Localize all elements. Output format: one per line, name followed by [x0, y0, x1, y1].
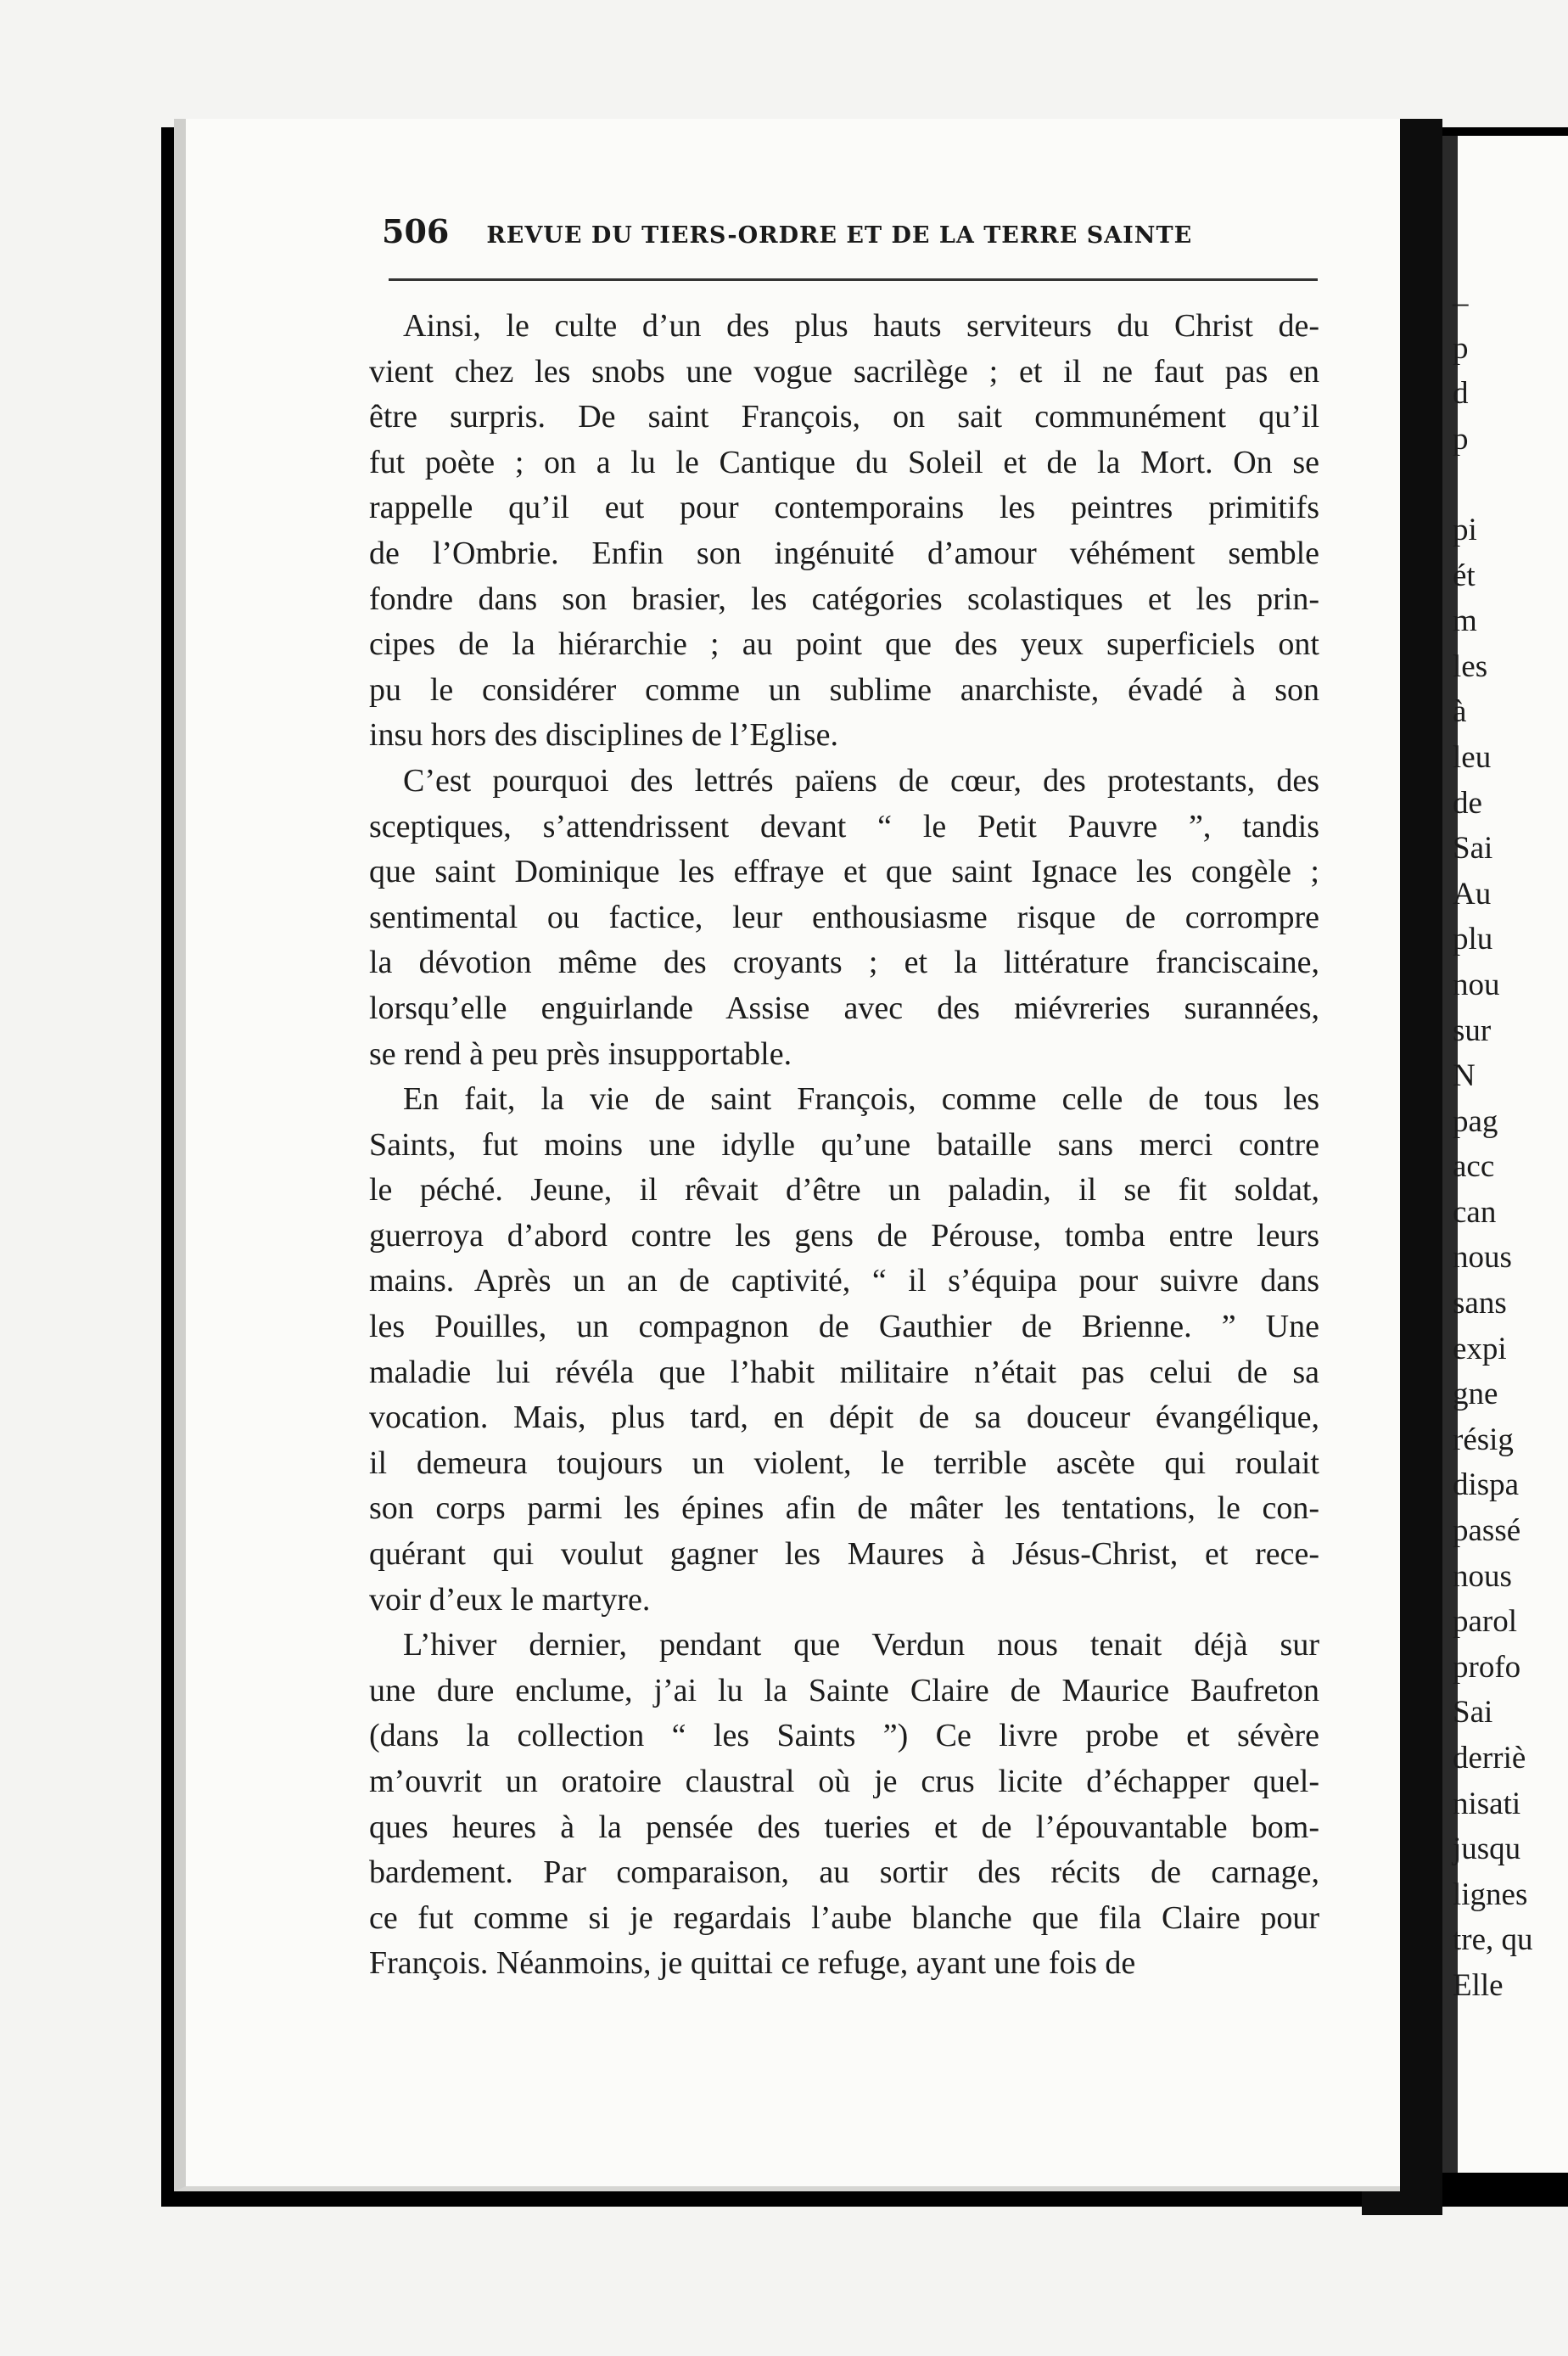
text-line: C’est pourquoi des lettrés païens de cœur, des protestants, des	[403, 762, 1319, 799]
running-head	[382, 212, 1319, 255]
facing-line-fragment: pi	[1453, 512, 1477, 547]
facing-line-fragment: profo	[1453, 1649, 1521, 1685]
text-line: le péché. Jeune, il rêvait d’être un paladin, il se fit soldat,	[369, 1172, 1319, 1209]
facing-line-fragment: leu	[1453, 739, 1492, 775]
facing-line-fragment: –	[1453, 285, 1469, 320]
text-line: lorsqu’elle enguirlande Assise avec des miévreries surannées,	[369, 990, 1319, 1026]
facing-line-fragment: jusqu	[1453, 1832, 1521, 1867]
facing-line-fragment: sur	[1453, 1013, 1492, 1048]
facing-line-fragment: dispa	[1453, 1467, 1520, 1503]
text-line: Saints, fut moins une idylle qu’une bataille sans merci contre	[369, 1126, 1319, 1163]
paragraph	[369, 304, 1319, 759]
facing-line-fragment: tre, qu	[1453, 1922, 1533, 1958]
paragraph	[369, 1623, 1319, 1987]
scan-background-top	[0, 0, 1568, 127]
facing-line-fragment: nous	[1453, 1558, 1512, 1594]
facing-line-fragment: de	[1453, 785, 1482, 821]
facing-line-fragment: nisati	[1453, 1786, 1521, 1821]
scan-background-bottom	[0, 2207, 1568, 2356]
page-number: 506	[382, 212, 450, 250]
text-line: les Pouilles, un compagnon de Gauthier de Brienne. ” Une	[369, 1309, 1319, 1345]
text-line: guerroya d’abord contre les gens de Pérouse, tomba entre leurs	[369, 1217, 1319, 1254]
facing-line-fragment: expi	[1453, 1331, 1507, 1366]
facing-line-fragment: d	[1453, 376, 1469, 412]
text-line: maladie lui révéla que l’habit militaire n’était pas celui de sa	[369, 1354, 1319, 1390]
text-line: quérant qui voulut gagner les Maures à Jésus-Christ, et rece-	[369, 1536, 1319, 1573]
text-line: être surpris. De saint François, on sait communément qu’il	[369, 399, 1319, 435]
header-rule	[389, 278, 1318, 281]
text-line: voir d’eux le martyre.	[369, 1581, 651, 1618]
facing-line-fragment: can	[1453, 1194, 1497, 1230]
text-line: fut poète ; on a lu le Cantique du Soleil et de la Mort. On se	[369, 444, 1319, 480]
facing-line-fragment: gne	[1453, 1377, 1498, 1412]
text-line: il demeura toujours un violent, le terrible ascète qui roulait	[369, 1444, 1319, 1481]
text-line: son corps parmi les épines afin de mâter les tentations, le con-	[369, 1490, 1319, 1527]
text-line: de l’Ombrie. Enfin son ingénuité d’amour véhément semble	[369, 535, 1319, 571]
text-line: m’ouvrit un oratoire claustral où je crus licite d’échapper quel-	[369, 1764, 1319, 1799]
text-line: sceptiques, s’attendrissent devant “ le Petit Pauvre ”, tandis	[369, 808, 1319, 844]
text-line: la dévotion même des croyants ; et la littérature franciscaine,	[369, 945, 1319, 981]
text-line: (dans la collection “ les Saints ”) Ce livre probe et sévère	[369, 1718, 1319, 1754]
paragraph	[369, 759, 1319, 1077]
text-line: vient chez les snobs une vogue sacrilège ; et il ne faut pas en	[369, 353, 1319, 390]
facing-line-fragment: m	[1453, 603, 1477, 639]
facing-line-fragment: Elle	[1453, 1967, 1504, 2003]
facing-line-fragment: N	[1453, 1058, 1476, 1094]
facing-line-fragment: parol	[1453, 1604, 1518, 1640]
text-line: se rend à peu près insupportable.	[369, 1035, 792, 1072]
facing-line-fragment	[1453, 462, 1568, 508]
text-line: vocation. Mais, plus tard, en dépit de sa douceur évangélique,	[369, 1400, 1319, 1436]
text-line: cipes de la hiérarchie ; au point que des yeux superficiels ont	[369, 626, 1319, 663]
facing-line-fragment: résig	[1453, 1422, 1514, 1457]
text-line: Ainsi, le culte d’un des plus hauts serviteurs du Christ de-	[403, 308, 1319, 344]
text-line: ce fut comme si je regardais l’aube blanche que fila Claire pour	[369, 1899, 1319, 1936]
facing-line-fragment: ét	[1453, 558, 1476, 593]
text-line: François. Néanmoins, je quittai ce refuge, ayant une fois de	[369, 1945, 1136, 1982]
facing-line-fragment: lignes	[1453, 1876, 1528, 1912]
paragraph	[369, 1077, 1319, 1623]
facing-line-fragment: Sai	[1453, 1695, 1493, 1731]
text-line: bardement. Par comparaison, au sortir des récits de carnage,	[369, 1854, 1319, 1891]
facing-line-fragment: nou	[1453, 967, 1500, 1002]
scan-background-left	[0, 0, 161, 2356]
facing-line-fragment: passé	[1453, 1513, 1521, 1549]
facing-line-fragment: les	[1453, 648, 1488, 684]
journal-title: REVUE DU TIERS-ORDRE ET DE LA TERRE SAINTE	[486, 222, 1193, 249]
text-line: pu le considérer comme un sublime anarchiste, évadé à son	[369, 671, 1319, 708]
facing-line-fragment: Au	[1453, 876, 1492, 912]
facing-line-fragment: sans	[1453, 1286, 1507, 1321]
facing-page-text	[1453, 280, 1568, 2009]
text-line: L’hiver dernier, pendant que Verdun nous tenait déjà sur	[403, 1627, 1319, 1663]
text-line: une dure enclume, j’ai lu la Sainte Claire de Maurice Baufreton	[369, 1672, 1319, 1708]
facing-line-fragment: à	[1453, 694, 1467, 730]
facing-line-fragment: p	[1453, 421, 1469, 457]
facing-line-fragment: derriè	[1453, 1741, 1526, 1775]
text-line: En fait, la vie de saint François, comme celle de tous les	[403, 1081, 1319, 1118]
facing-line-fragment: acc	[1453, 1149, 1495, 1185]
facing-line-fragment: p	[1453, 330, 1469, 366]
text-line: fondre dans son brasier, les catégories scolastiques et les prin-	[369, 581, 1319, 617]
text-line: sentimental ou factice, leur enthousiasme risque de corrompre	[369, 899, 1319, 935]
facing-line-fragment: nous	[1453, 1240, 1512, 1276]
text-line: insu hors des disciplines de l’Eglise.	[369, 717, 839, 754]
text-line: ques heures à la pensée des tueries et de l’épouvantable bom-	[369, 1809, 1319, 1845]
text-line: que saint Dominique les effraye et que saint Ignace les congèle ;	[369, 854, 1319, 890]
facing-line-fragment: plu	[1453, 922, 1493, 957]
facing-line-fragment: Sai	[1453, 831, 1493, 867]
text-line: rappelle qu’il eut pour contemporains les peintres primitifs	[369, 490, 1319, 526]
facing-line-fragment: pag	[1453, 1103, 1498, 1139]
text-line: mains. Après un an de captivité, “ il s’équipa pour suivre dans	[369, 1263, 1319, 1299]
body-text	[369, 304, 1319, 1987]
